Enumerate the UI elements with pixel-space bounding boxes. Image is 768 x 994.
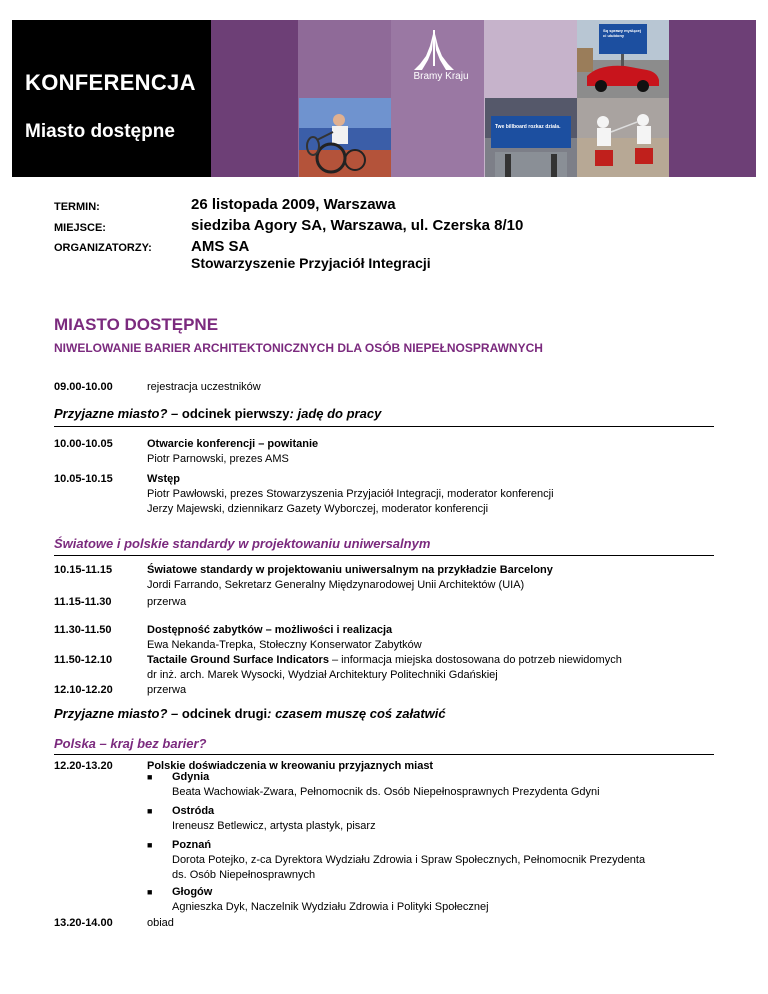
city-name: Poznań: [172, 839, 212, 851]
section-divider: [54, 426, 714, 427]
section-divider: [54, 754, 714, 755]
city-name: Ostróda: [172, 805, 215, 817]
city-speaker: ds. Osób Niepełnosprawnych: [172, 869, 316, 881]
time-slot: 10.00-10.05: [54, 438, 113, 450]
info-label-termin: TERMIN:: [54, 201, 100, 213]
agenda-item: [147, 437, 737, 467]
city-name: Głogów: [172, 886, 213, 898]
conference-banner: [12, 20, 756, 177]
time-slot: 10.05-10.15: [54, 473, 113, 485]
city-speaker: Beata Wachowiak-Zwara, Pełnomocnik ds. Osób Niepełnosprawnych Prezydenta Gdyni: [172, 786, 600, 798]
section-heading-suffix: : jadę do pracy: [289, 406, 382, 421]
tennis-photo: [299, 98, 391, 177]
section-heading-prefix: Przyjazne miasto? –: [54, 706, 182, 721]
agenda-item-speaker: Piotr Pawłowski, prezes Stowarzyszenia Przyjaciół Integracji, moderator konferencji: [147, 488, 554, 500]
agenda-item: [147, 563, 737, 593]
fencing-photo: [577, 98, 669, 177]
program-title: MIASTO DOSTĘPNE: [54, 315, 219, 334]
agenda-item-speaker: dr inż. arch. Marek Wysocki, Wydział Architektury Politechniki Gdańskiej: [147, 669, 498, 681]
city-speaker: Dorota Potejko, z-ca Dyrektora Wydziału Zdrowia i Spraw Społecznych, Pełnomocnik Prezydenta: [172, 854, 646, 866]
list-item: [172, 804, 742, 834]
agenda-item-speaker: Ewa Nekanda-Trepka, Stołeczny Konserwator Zabytków: [147, 639, 422, 651]
time-slot: 13.20-14.00: [54, 917, 113, 929]
city-speaker: Agnieszka Dyk, Naczelnik Wydziału Zdrowia i Polityki Społecznej: [172, 901, 489, 913]
agenda-item-title: Otwarcie konferencji – powitanie: [147, 438, 319, 450]
list-item: [172, 770, 742, 800]
section-heading-1: [54, 406, 381, 421]
agenda-text: przerwa: [147, 596, 187, 608]
time-slot: 11.15-11.30: [54, 596, 112, 608]
info-value-miejsce: siedziba Agory SA, Warszawa, ul. Czerska 8/10: [191, 217, 524, 234]
agenda-item-speaker: Jordi Farrando, Sekretarz Generalny Międzynarodowej Unii Architektów (UIA): [147, 579, 525, 591]
list-item: [172, 838, 742, 883]
agenda-text: obiad: [147, 917, 174, 929]
section-heading-episode: odcinek drugi: [181, 706, 268, 721]
section-heading-suffix: : czasem muszę coś załatwić: [267, 706, 446, 721]
banner-title-panel: [12, 20, 211, 177]
time-slot: 12.10-12.20: [54, 684, 113, 696]
time-slot: 12.20-13.20: [54, 760, 113, 772]
agenda-item-title: Tactaile Ground Surface Indicators: [147, 654, 329, 666]
info-value-termin: 26 listopada 2009, Warszawa: [191, 196, 396, 213]
banner-subtitle: Miasto dostępne: [25, 121, 175, 142]
time-slot: 11.50-12.10: [54, 654, 113, 666]
city-name: Gdynia: [172, 771, 210, 783]
section-heading-2: Światowe i polskie standardy w projektowaniu uniwersalnym: [54, 536, 431, 551]
bullet-icon: ■: [147, 772, 153, 782]
agenda-item-title: Dostępność zabytków – możliwości i realizacja: [147, 624, 393, 636]
section-heading-4: Polska – kraj bez barier?: [54, 736, 207, 751]
agenda-item-title: Światowe standardy w projektowaniu uniwersalnym na przykładzie Barcelony: [147, 564, 553, 576]
agenda-text: przerwa: [147, 684, 187, 696]
billboard-text: Twe billboard rozkaz dziala.: [495, 124, 561, 130]
info-value-organizator-1: AMS SA: [191, 238, 250, 255]
time-slot: 11.30-11.50: [54, 624, 112, 636]
info-value-organizator-2: Stowarzyszenie Przyjaciół Integracji: [191, 255, 431, 271]
agenda-item-description: – informacja miejska dostosowana do potrzeb niewidomych: [328, 654, 622, 666]
time-slot: 10.15-11.15: [54, 564, 113, 576]
section-heading-prefix: Przyjazne miasto? –: [54, 406, 182, 421]
city-speaker: Ireneusz Betlewicz, artysta plastyk, pisarz: [172, 820, 376, 832]
agenda-item-speaker: Piotr Parnowski, prezes AMS: [147, 453, 289, 465]
agenda-item: [147, 653, 737, 683]
agenda-item: [147, 472, 737, 517]
info-label-miejsce: MIEJSCE:: [54, 222, 106, 234]
banner-title: KONFERENCJA: [25, 70, 196, 95]
agenda-item-title: Wstęp: [147, 473, 180, 485]
logo-text: Bramy Kraju: [413, 71, 469, 82]
section-heading-3: [54, 706, 446, 721]
agenda-item-title: Polskie doświadczenia w kreowaniu przyjaznych miast: [147, 760, 434, 772]
program-subtitle: NIWELOWANIE BARIER ARCHITEKTONICZNYCH DLA OSÓB NIEPEŁNOSPRAWNYCH: [54, 341, 543, 355]
bullet-icon: ■: [147, 887, 153, 897]
agenda-item-speaker: Jerzy Majewski, dziennikarz Gazety Wyborczej, moderator konferencji: [147, 503, 489, 515]
bramy-kraju-logo-icon: [386, 26, 482, 100]
agenda-item: [147, 623, 737, 653]
agenda-text: rejestracja uczestników: [147, 381, 261, 393]
sign-text: Sq sprawy myślącej ci ulubiony: [603, 28, 642, 38]
time-slot: 09.00-10.00: [54, 381, 113, 393]
bullet-icon: ■: [147, 806, 153, 816]
bullet-icon: ■: [147, 840, 153, 850]
section-divider: [54, 555, 714, 556]
list-item: [172, 885, 742, 915]
info-label-organizatorzy: ORGANIZATORZY:: [54, 242, 152, 254]
section-heading-episode: odcinek pierwszy: [181, 406, 290, 421]
car-sign-photo: [577, 20, 669, 98]
banner-strip: [211, 20, 298, 177]
billboard-photo: [485, 98, 577, 177]
